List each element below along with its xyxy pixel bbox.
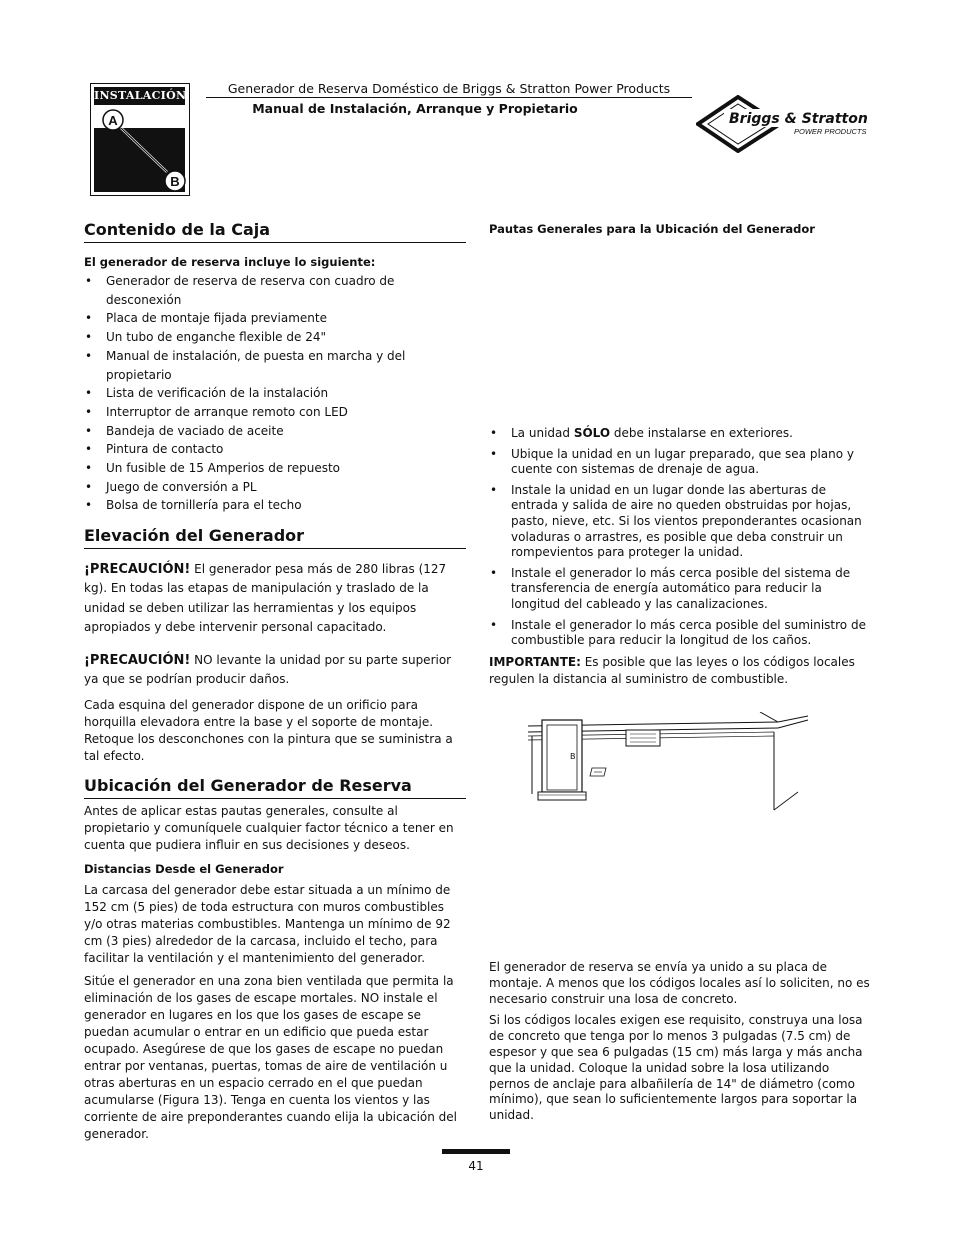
installation-badge: [90, 83, 190, 196]
header-subtitle: Manual de Instalación, Arranque y Propietario: [252, 101, 578, 116]
list-item: • Ubique la unidad en un lugar preparado, que sea plano y cuente con sistemas de drenaje de agua.: [489, 447, 871, 478]
important-label: IMPORTANTE:: [489, 654, 581, 669]
distances-paragraph-1: La carcasa del generador debe estar situada a un mínimo de 152 cm (5 pies) de toda estructura con muros combustibles y/o otras materias combustibles. Mantenga un mínimo de 92 cm (3 pies) alrededor de la carcasa, incluido el techo, para facilitar la ventilación y el mantenimiento del generador.: [84, 883, 451, 966]
lifting-paragraph: Cada esquina del generador dispone de un orificio para horquilla elevadora entre la base y el soporte de montaje. Retoque los desconchones con la pintura que se suministra a tal efecto.: [84, 698, 453, 764]
right-column-lower: [489, 960, 871, 1124]
location-paragraph: Antes de aplicar estas pautas generales, consulte al propietario y comuníquele cualquier factor técnico a tener en cuenta que pudiera influir en sus decisiones y deseos.: [84, 804, 454, 853]
list-item: • Placa de montaje fijada previamente: [84, 309, 466, 328]
list-item: • Interruptor de arranque remoto con LED: [84, 403, 466, 422]
mounting-paragraph: El generador de reserva se envía ya unido a su placa de montaje. A menos que los códigos locales así lo soliciten, no es necesario construir una losa de concreto.: [489, 960, 870, 1006]
briggs-stratton-logo: [696, 95, 868, 153]
left-column: [84, 220, 466, 1143]
door-label: B: [570, 752, 576, 761]
svg-text:POWER PRODUCTS: POWER PRODUCTS: [794, 127, 867, 136]
a-to-b-arrow-icon: [91, 84, 191, 197]
slab-paragraph: Si los códigos locales exigen ese requisito, construya una losa de concreto que tenga por lo menos 3 pulgadas (7.5 cm) de espesor y que sea 6 pulgadas (15 cm) más larga y más ancha que la unidad. Coloque la unidad sobre la losa utilizando pernos de anclaje para albañilería de 14" de diámetro (como mínimo), que sean lo suficientemente largos para soportar la unidad.: [489, 1013, 863, 1123]
list-item: • Generador de reserva de reserva con cuadro de desconexión: [84, 272, 466, 309]
list-item: • Manual de instalación, de puesta en marcha y del propietario: [84, 347, 466, 384]
list-item: • Instale la unidad en un lugar donde las aberturas de entrada y salida de aire no queden obstruidas por hojas, pasto, nieve, etc. Si los vientos preponderantes ocasionan voladuras o arrastres, es posible que deba construir un rompevientos para proteger la unidad.: [489, 483, 871, 561]
list-item: • Bolsa de tornillería para el techo: [84, 496, 466, 515]
caution-paragraph-2: ¡PRECAUCIÓN! NO levante la unidad por su parte superior ya que se podrían producir daños.: [84, 652, 452, 687]
svg-text:A: A: [108, 113, 118, 128]
lifting-heading: Elevación del Generador: [84, 526, 466, 549]
list-item: • Bandeja de vaciado de aceite: [84, 422, 466, 441]
list-item: • Un tubo de enganche flexible de 24": [84, 328, 466, 347]
list-item: • Pintura de contacto: [84, 440, 466, 459]
house-wall-figure: [528, 712, 812, 814]
figure-blank-area: [489, 236, 871, 426]
list-item: • Instale el generador lo más cerca posible del sistema de transferencia de energía automático para reducir la longitud del cableado y las canalizaciones.: [489, 566, 871, 613]
distances-heading: Distancias Desde el Generador: [84, 862, 284, 877]
caution-label: ¡PRECAUCIÓN!: [84, 652, 191, 668]
installation-badge-title: INSTALACIÓN: [94, 87, 185, 105]
guidelines-list: [489, 426, 871, 649]
caution-label: ¡PRECAUCIÓN!: [84, 562, 191, 578]
important-note: IMPORTANTE: Es posible que las leyes o los códigos locales regulen la distancia al suministro de combustible.: [489, 654, 855, 686]
guidelines-heading: Pautas Generales para la Ubicación del Generador: [489, 222, 815, 236]
svg-text:B: B: [170, 174, 180, 189]
header-title: Generador de Reserva Doméstico de Briggs & Stratton Power Products: [227, 81, 671, 96]
box-contents-intro: El generador de reserva incluye lo siguiente:: [84, 255, 376, 269]
list-item: • Instale el generador lo más cerca posible del suministro de combustible para reducir la longitud de los caños.: [489, 618, 871, 649]
list-item: • Juego de conversión a PL: [84, 478, 466, 497]
header-rule: [206, 97, 692, 98]
box-contents-list: [84, 272, 466, 515]
page-number-bar: [442, 1149, 510, 1154]
list-item: • Un fusible de 15 Amperios de repuesto: [84, 459, 466, 478]
location-heading: Ubicación del Generador de Reserva: [84, 776, 466, 799]
svg-text:Briggs & Stratton: Briggs & Stratton: [729, 111, 868, 127]
list-item: • Lista de verificación de la instalación: [84, 384, 466, 403]
distances-paragraph-2: Sitúe el generador en una zona bien ventilada que permita la eliminación de los gases de escape mortales. NO instale el generador en lugares en los que los gases de escape se puedan acumular o entrar en un edificio que pueda estar ocupado. Asegúrese de que los gases de escape no puedan entrar por ventanas, puertas, tomas de aire de ventilación u otras aberturas en un espacio cerrado en el que puedan acumularse (Figura 13). Tenga en cuenta los vientos y las corriente de aire preponderantes cuando elija la ubicación del generador.: [84, 974, 457, 1142]
box-contents-heading: Contenido de la Caja: [84, 220, 466, 243]
list-item: • La unidad SÓLO debe instalarse en exteriores.: [489, 426, 871, 442]
page-number: 41: [468, 1159, 484, 1173]
right-column: [489, 220, 871, 688]
caution-paragraph-1: ¡PRECAUCIÓN! El generador pesa más de 280 libras (127 kg). En todas las etapas de manipulación y traslado de la unidad se deben utilizar las herramientas y los equipos apropiados y debe intervenir personal capacitado.: [84, 562, 447, 634]
